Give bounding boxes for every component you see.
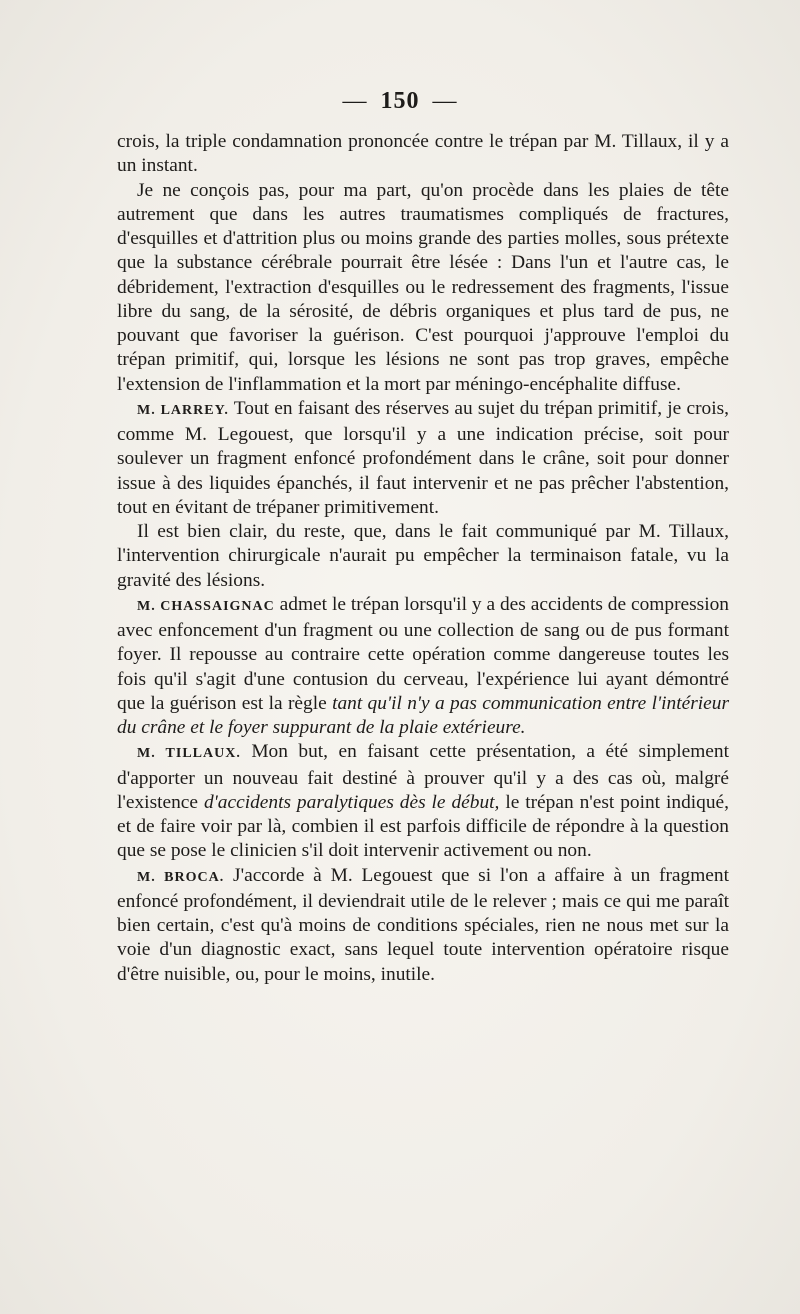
paragraph-larrey-continued xyxy=(117,520,729,593)
paragraph-text: J'accorde à M. Legouest que si l'on a affaire à un fragment enfoncé profondément, il deviendrait utile de le relever ; mais ce qui me paraît bien certain, c'est qu'à moins de conditions spéciales, rien ne nous met sur la voie d'un diagnostic exact, sans lequel toute intervention opératoire risque d'être nuisible, ou, pour le moins, inutile. xyxy=(117,864,729,985)
paragraph-legouest xyxy=(117,179,729,397)
speaker-name: M. BROCA. xyxy=(137,869,225,885)
paragraph-text: Il est bien clair, du reste, que, dans le fait communiqué par M. Tillaux, l'intervention chirurgicale n'aurait pu empêcher la terminaison fatale, vu la gravité des lésions. xyxy=(117,521,729,591)
body-text xyxy=(117,130,729,987)
speaker-name: M. TILLAUX. xyxy=(137,746,241,762)
paragraph-tillaux xyxy=(117,740,729,863)
paragraph-text: Je ne conçois pas, pour ma part, qu'on procède dans les plaies de tête autrement que dans les autres traumatismes compliqués de fractures, d'esquilles et d'attrition plus ou moins grande des parties molles, sous prétexte que la substance cérébrale pourrait être lésée : Dans l'un et l'autre cas, le débridement, l'extraction d'esquilles ou le redressement des fragments, l'issue libre du sang, de la sérosité, de débris organiques et plus tard de pus, ne pouvant que favoriser la guérison. C'est pourquoi j'approuve l'emploi du trépan primitif, qui, lorsque les lésions ne sont pas trop graves, empêche l'extension de l'inflammation et la mort par méningo-encéphalite diffuse. xyxy=(117,179,729,395)
paragraph-chassaignac xyxy=(117,593,729,741)
paragraph-broca xyxy=(117,864,729,987)
paragraph-larrey xyxy=(117,397,729,520)
speaker-name: M. CHASSAIGNAC xyxy=(137,598,275,614)
paragraph-text: admet le trépan lorsqu'il y a des accidents de compression avec enfoncement d'un fragment ou une collection de sang ou de pus formant foyer. Il repousse au contraire cette opération comme dangereuse toutes les fois qu'il s'agit d'une contusion du cerveau, l'expérience lui ayant démontré que la guérison est la règle xyxy=(117,593,730,714)
page-number: 150 xyxy=(380,88,420,114)
header-dash-right: — xyxy=(432,88,458,114)
paragraph-text: Mon but, en faisant cette présentation, a été simplement d'apporter un nouveau fait destiné à prouver qu'il y a des cas où, malgré l'existence xyxy=(117,741,729,813)
italic-quote: tant qu'il n'y a pas communication entre l'intérieur du crâne et le foyer suppurant de la plaie extérieure. xyxy=(117,692,730,738)
paragraph-text-after: le trépan n'est point indiqué, et de faire voir par là, combien il est parfois difficile de répondre à la question que se pose le clinicien s'il doit intervenir activement ou non. xyxy=(117,791,729,862)
page-header xyxy=(0,88,800,115)
paragraph-text: crois, la triple condamnation prononcée contre le trépan par M. Tillaux, il y a un instant. xyxy=(117,131,729,177)
header-dash-left: — xyxy=(342,88,368,114)
paragraph-text: Tout en faisant des réserves au sujet du trépan primitif, je crois, comme M. Legouest, que lorsqu'il y a une indication précise, soit pour soulever un fragment enfoncé profondément dans le crâne, soit pour donner issue à des liquides épanchés, il faut intervenir et ne pas prêcher l'abstention, tout en évitant de trépaner primitivement. xyxy=(117,397,730,518)
speaker-name: M. LARREY. xyxy=(137,402,229,418)
paragraph-continuation xyxy=(117,130,729,179)
italic-phrase: d'accidents paralytiques dès le début, xyxy=(203,791,500,813)
